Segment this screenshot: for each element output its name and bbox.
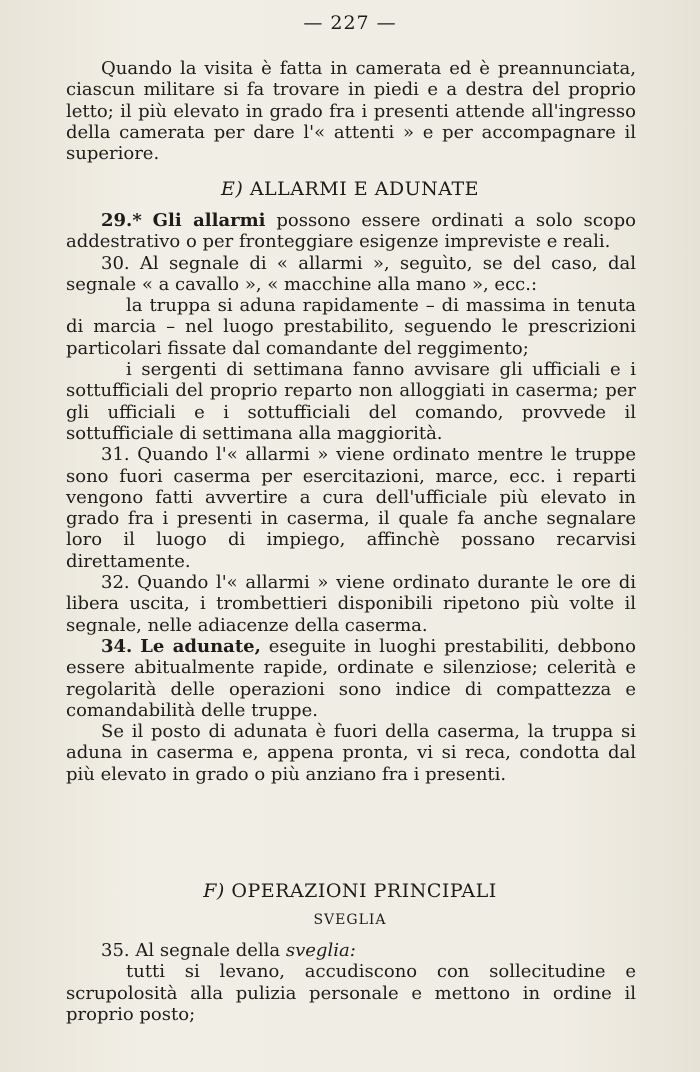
section-f-subtitle: SVEGLIA [313,912,387,928]
paragraph-32-text: Quando l'« allarmi » viene ordinato durante le ore di libera uscita, i trombettieri disponibili ripetono più volte il segnale, nelle adiacenze della caserma. [66,572,636,636]
section-e-body [66,210,636,785]
paragraph-31 [66,444,636,572]
paragraph-31-number: 31. [101,444,130,466]
section-e-title: ALLARMI E ADUNATE [249,178,480,200]
paragraph-29-text: possono essere ordinati a solo scopo addestrativo o per fronteggiare esigenze impreviste e reali. [66,210,636,253]
paragraph-35-item-1: tutti si levano, accudiscono con sollecitudine e scrupolosità alla pulizia personale e mettono in ordine il proprio posto; [66,961,636,1025]
paragraph-32-number: 32. [101,572,130,594]
paragraph-35-number: 35. [101,940,130,961]
section-f-letter: F) [203,880,225,902]
intro-paragraph-block [66,58,636,164]
section-f-body [66,940,636,1025]
section-f-heading [0,880,700,902]
paragraph-30 [66,253,636,296]
paragraph-30-item-2: i sergenti di settimana fanno avvisare gli ufficiali e i sottufficiali del proprio reparto non alloggiati in caserma; per gli ufficiali e i sottufficiali del comando, provvede il sottufficiale di settimana alla maggiorità. [66,359,636,444]
paragraph-34-number: 34. [101,635,133,657]
section-f-title: OPERAZIONI PRINCIPALI [231,880,497,902]
page-number: — 227 — [303,12,397,34]
paragraph-34-continuation: Se il posto di adunata è fuori della caserma, la truppa si aduna in caserma e, appena pronta, vi si reca, condotta dal più elevato in grado o più anziano fra i presenti. [66,721,636,785]
paragraph-31-text: Quando l'« allarmi » viene ordinato mentre le truppe sono fuori caserma per esercitazioni, marce, ecc. i reparti vengono fatti avvertire a cura dell'ufficiale più elevato in grado fra i presenti in caserma, il quale fa anche segnalare loro il luogo di impiego, affinchè possano recarvisi direttamente. [66,444,636,572]
paragraph-34-text: eseguite in luoghi prestabiliti, debbono essere abitualmente rapide, ordinate e silenziose; celerità e regolarità delle operazioni sono indice di compattezza e comandabilità delle truppe. [66,635,636,721]
paragraph-30-number: 30. [101,252,130,274]
section-e-heading [0,178,700,200]
paragraph-34-bold: Le adunate, [140,635,261,657]
paragraph-29-bold: Gli allarmi [152,210,266,231]
paragraph-35-text: Al segnale della [135,940,281,961]
paragraph-35-italic: sveglia: [285,940,356,961]
paragraph-30-item-1: la truppa si aduna rapidamente – di massima in tenuta di marcia – nel luogo prestabilito, seguendo le prescrizioni particolari fissate dal comandante del reggimento; [66,295,636,359]
paragraph-29 [66,210,636,253]
paragraph-34 [66,636,636,721]
paragraph-32 [66,572,636,636]
section-e-letter: E) [220,178,244,200]
paragraph-29-number: 29.* [101,210,142,231]
intro-paragraph: Quando la visita è fatta in camerata ed è preannunciata, ciascun militare si fa trovare in piedi e a destra del proprio letto; il più elevato in grado fra i presenti attende all'ingresso della camerata per dare l'« attenti » e per accompagnare il superiore. [66,58,636,165]
paragraph-30-text: Al segnale di « allarmi », seguìto, se del caso, dal segnale « a cavallo », « macchine alla mano », ecc.: [66,252,636,295]
paragraph-35 [66,940,636,961]
